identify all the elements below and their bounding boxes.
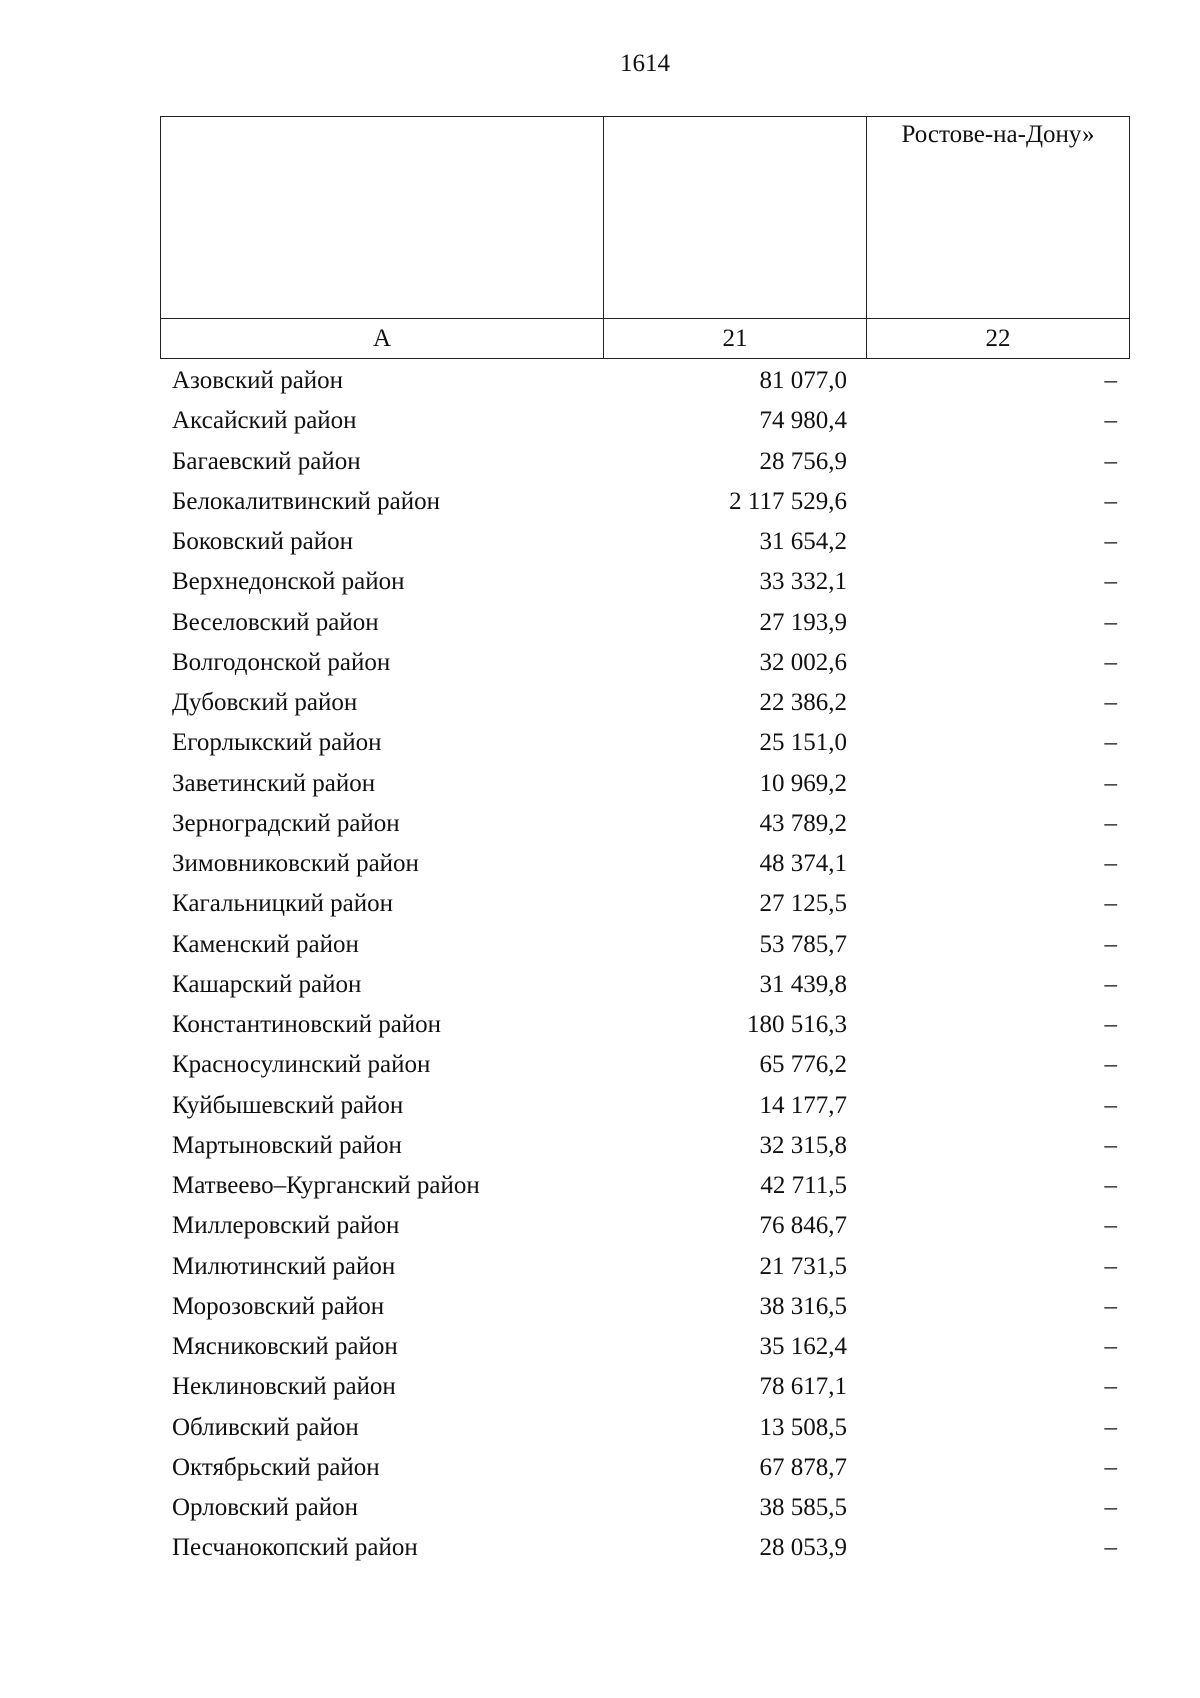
table-row <box>160 1206 1129 1246</box>
column-22-value: – <box>1104 809 1117 837</box>
column-22-value: – <box>1104 930 1117 958</box>
column-21-value: 67 878,7 <box>759 1453 847 1481</box>
table-row <box>160 1528 1129 1568</box>
column-21-value: 28 053,9 <box>759 1534 847 1562</box>
column-21-value: 42 711,5 <box>760 1172 847 1199</box>
table-row <box>160 683 1129 723</box>
column-22-value: – <box>1104 769 1117 797</box>
district-name: Белокалитвинский район <box>172 487 440 515</box>
district-name: Азовский район <box>172 367 344 394</box>
table-row <box>160 1247 1129 1287</box>
table-row <box>160 884 1129 924</box>
district-name: Боковский район <box>172 528 353 555</box>
column-21-value: 43 789,2 <box>759 809 847 837</box>
column-22-value: – <box>1104 528 1117 555</box>
district-name: Зерноградский район <box>172 809 400 837</box>
column-22-value: – <box>1104 689 1117 716</box>
table-row <box>160 1327 1129 1367</box>
district-name: Аксайский район <box>172 407 357 435</box>
column-22-value: – <box>1104 1212 1117 1240</box>
district-name: Орловский район <box>172 1494 358 1521</box>
district-name: Мясниковский район <box>172 1333 398 1360</box>
column-22-value: – <box>1104 568 1117 596</box>
column-22-value: – <box>1104 1091 1117 1119</box>
district-name: Куйбышевский район <box>172 1091 404 1119</box>
column-22-value: – <box>1104 890 1117 918</box>
table-row <box>160 925 1129 965</box>
column-21-value: 76 846,7 <box>759 1212 847 1240</box>
table-row <box>160 1086 1129 1126</box>
table-row <box>160 723 1129 763</box>
table-row <box>160 603 1129 643</box>
district-name: Волгодонской район <box>172 648 391 676</box>
page-number: 1614 <box>620 50 670 77</box>
column-22-value: – <box>1104 447 1117 475</box>
column-21-value: 32 002,6 <box>759 648 847 676</box>
column-numbers-row <box>161 319 1130 359</box>
table-row <box>160 442 1129 482</box>
table-header <box>160 116 1130 359</box>
column-21-value: 78 617,1 <box>759 1373 847 1401</box>
column-22-value: – <box>1104 367 1117 394</box>
column-22-value: – <box>1104 487 1117 515</box>
column-22-value: – <box>1104 1373 1117 1401</box>
column-21-value: 180 516,3 <box>747 1011 847 1038</box>
column-22-value: – <box>1104 1453 1117 1481</box>
table-row <box>160 361 1129 401</box>
district-name: Зимовниковский район <box>172 850 419 877</box>
district-name: Верхнедонской район <box>172 568 405 596</box>
district-name: Кагальницкий район <box>172 890 394 918</box>
column-21-value: 25 151,0 <box>759 729 847 757</box>
column-21-value: 65 776,2 <box>759 1051 847 1079</box>
table-row <box>160 804 1129 844</box>
table-row <box>160 1367 1129 1407</box>
column-21-value: 27 193,9 <box>759 608 847 636</box>
district-name: Веселовский район <box>172 608 379 636</box>
column-21-value: 38 316,5 <box>759 1292 847 1320</box>
column-22-value: – <box>1104 608 1117 636</box>
table-body <box>160 361 1129 1569</box>
column-22-value: – <box>1104 1172 1117 1199</box>
column-21-value: 31 439,8 <box>759 970 847 998</box>
district-name: Константиновский район <box>172 1011 442 1038</box>
district-name: Егорлыкский район <box>172 729 382 757</box>
column-21-value: 14 177,7 <box>759 1091 847 1119</box>
column-22-value: – <box>1104 1011 1117 1038</box>
column-21-title <box>604 117 867 319</box>
table-row <box>160 1408 1129 1448</box>
column-22-title: Ростове-на-Дону» <box>867 117 1130 319</box>
table-row <box>160 562 1129 602</box>
column-22-value: – <box>1104 407 1117 435</box>
table-row <box>160 1126 1129 1166</box>
district-name: Морозовский район <box>172 1292 385 1320</box>
district-name: Багаевский район <box>172 447 361 475</box>
column-21-value: 38 585,5 <box>759 1494 847 1521</box>
column-22-value: – <box>1104 1252 1117 1280</box>
district-name: Песчанокопский район <box>172 1534 418 1562</box>
district-name: Неклиновский район <box>172 1373 396 1401</box>
district-name: Октябрьский район <box>172 1453 380 1481</box>
column-22-value: – <box>1104 850 1117 877</box>
column-22-value: – <box>1104 1413 1117 1441</box>
district-name: Кашарский район <box>172 970 362 998</box>
column-21-value: 33 332,1 <box>759 568 847 596</box>
district-name: Заветинский район <box>172 769 376 797</box>
table-row <box>160 482 1129 522</box>
district-name: Мартыновский район <box>172 1131 402 1159</box>
column-21-value: 74 980,4 <box>759 407 847 435</box>
column-22-value: – <box>1104 1051 1117 1079</box>
column-21-value: 31 654,2 <box>759 528 847 555</box>
district-name: Каменский район <box>172 930 359 958</box>
column-21-value: 35 162,4 <box>759 1333 847 1360</box>
column-22-value: – <box>1104 1292 1117 1320</box>
district-name: Обливский район <box>172 1413 359 1441</box>
column-21-value: 10 969,2 <box>759 769 847 797</box>
column-22-value: – <box>1104 1333 1117 1360</box>
column-21-value: 21 731,5 <box>759 1252 847 1280</box>
column-21-value: 48 374,1 <box>759 850 847 877</box>
column-22-value: – <box>1104 1494 1117 1521</box>
column-21-value: 53 785,7 <box>759 930 847 958</box>
column-22-value: – <box>1104 1534 1117 1562</box>
column-22-value: – <box>1104 1131 1117 1159</box>
table-row <box>160 1166 1129 1206</box>
column-21-value: 22 386,2 <box>759 689 847 716</box>
table-row <box>160 1005 1129 1045</box>
table-row <box>160 401 1129 441</box>
district-name: Матвеево–Курганский район <box>172 1172 480 1199</box>
column-21-value: 13 508,5 <box>759 1413 847 1441</box>
column-21-value: 32 315,8 <box>759 1131 847 1159</box>
column-21-value: 28 756,9 <box>759 447 847 475</box>
column-22-number: 22 <box>867 319 1130 359</box>
column-21-value: 27 125,5 <box>759 890 847 918</box>
column-21-value: 81 077,0 <box>759 367 847 394</box>
table-row <box>160 522 1129 562</box>
column-22-value: – <box>1104 729 1117 757</box>
table-row <box>160 844 1129 884</box>
table-row <box>160 764 1129 804</box>
table-row <box>160 1045 1129 1085</box>
table-row <box>160 1448 1129 1488</box>
district-name: Дубовский район <box>172 689 358 716</box>
district-name: Красносулинский район <box>172 1051 431 1079</box>
district-name: Миллеровский район <box>172 1212 400 1240</box>
column-22-value: – <box>1104 970 1117 998</box>
district-name: Милютинский район <box>172 1252 396 1280</box>
table-row <box>160 1488 1129 1528</box>
column-a-number: А <box>161 319 604 359</box>
table-row <box>160 643 1129 683</box>
column-22-value: – <box>1104 648 1117 676</box>
column-21-number: 21 <box>604 319 867 359</box>
column-21-value: 2 117 529,6 <box>729 487 847 515</box>
table-row <box>160 965 1129 1005</box>
column-a-title <box>161 117 604 319</box>
table-row <box>160 1287 1129 1327</box>
column-titles-row <box>161 117 1130 319</box>
